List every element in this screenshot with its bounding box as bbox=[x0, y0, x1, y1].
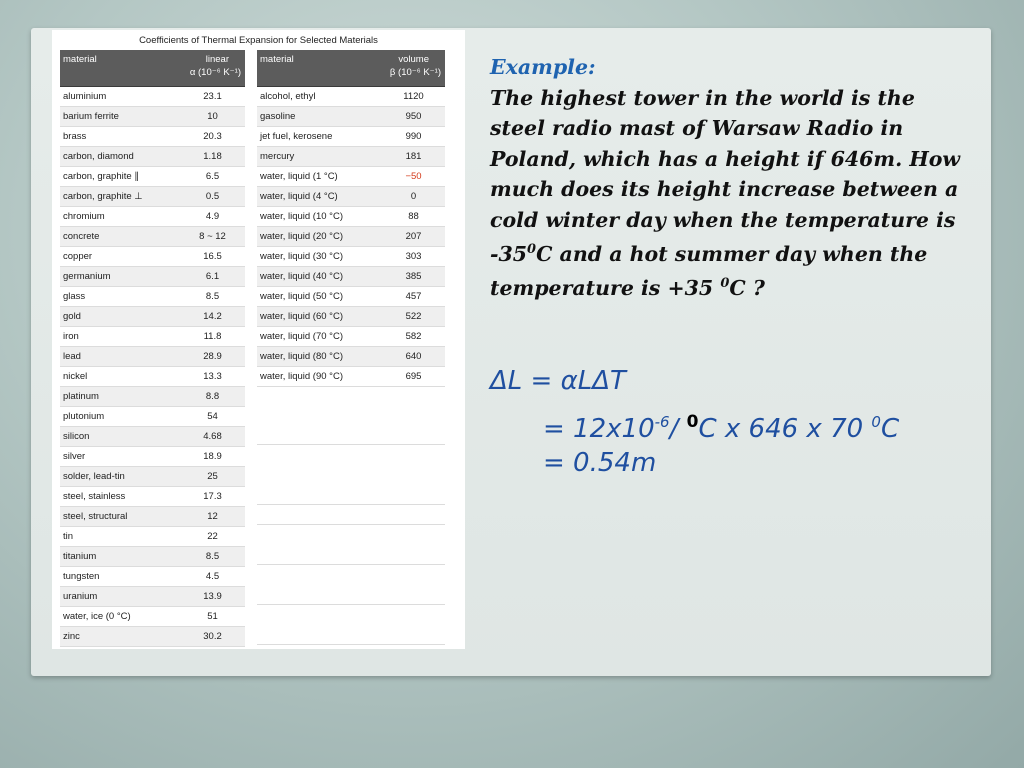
material-name: aluminium bbox=[60, 86, 180, 106]
example-title: Example: bbox=[490, 55, 596, 79]
table-row bbox=[60, 166, 245, 186]
material-name: water, liquid (20 °C) bbox=[257, 226, 382, 246]
table-row bbox=[60, 486, 245, 506]
table-row bbox=[60, 286, 245, 306]
coefficient-value: 17.3 bbox=[180, 486, 245, 506]
volume-expansion-table bbox=[257, 50, 445, 387]
header-volume: volume β (10⁻⁶ K⁻¹) bbox=[382, 50, 445, 86]
table-row bbox=[257, 266, 445, 286]
table-row bbox=[257, 286, 445, 306]
coefficient-value: 303 bbox=[382, 246, 445, 266]
material-name: titanium bbox=[60, 546, 180, 566]
coefficient-value: 950 bbox=[382, 106, 445, 126]
table-row bbox=[60, 506, 245, 526]
coefficient-value: 8.8 bbox=[180, 386, 245, 406]
coefficient-value: 522 bbox=[382, 306, 445, 326]
table-row bbox=[60, 326, 245, 346]
coefficient-value: 23.1 bbox=[180, 86, 245, 106]
coefficient-value: 25 bbox=[180, 466, 245, 486]
formula-line-2: = $12x10^{-6}/$ $^0$C x 646 x 70 $^0$C bbox=[543, 412, 900, 444]
coefficient-value: 30.2 bbox=[180, 626, 245, 646]
table-row bbox=[257, 366, 445, 386]
material-name: iron bbox=[60, 326, 180, 346]
material-name: barium ferrite bbox=[60, 106, 180, 126]
material-name: gold bbox=[60, 306, 180, 326]
coefficient-value: 51 bbox=[180, 606, 245, 626]
table-divider bbox=[257, 564, 445, 565]
table-row bbox=[60, 446, 245, 466]
coefficient-value: 20.3 bbox=[180, 126, 245, 146]
material-name: water, liquid (1 °C) bbox=[257, 166, 382, 186]
table-row bbox=[60, 566, 245, 586]
material-name: steel, structural bbox=[60, 506, 180, 526]
table-row bbox=[257, 206, 445, 226]
table-row bbox=[257, 86, 445, 106]
material-name: water, liquid (50 °C) bbox=[257, 286, 382, 306]
table-row bbox=[60, 146, 245, 166]
material-name: lead bbox=[60, 346, 180, 366]
table-row bbox=[257, 166, 445, 186]
material-name: carbon, graphite ⊥ bbox=[60, 186, 180, 206]
coefficient-value: 11.8 bbox=[180, 326, 245, 346]
table-row bbox=[60, 526, 245, 546]
table-row bbox=[257, 126, 445, 146]
coefficient-value: 582 bbox=[382, 326, 445, 346]
coefficient-value: 14.2 bbox=[180, 306, 245, 326]
material-name: tungsten bbox=[60, 566, 180, 586]
coefficient-value: 1.18 bbox=[180, 146, 245, 166]
coefficient-value: 88 bbox=[382, 206, 445, 226]
table-row bbox=[60, 586, 245, 606]
material-name: water, liquid (40 °C) bbox=[257, 266, 382, 286]
coefficient-value: −50 bbox=[382, 166, 445, 186]
table-row bbox=[257, 346, 445, 366]
coefficient-value: 385 bbox=[382, 266, 445, 286]
table-caption: Coefficients of Thermal Expansion for Selected Materials bbox=[139, 35, 378, 46]
table-row bbox=[257, 306, 445, 326]
material-name: carbon, graphite ∥ bbox=[60, 166, 180, 186]
table-divider bbox=[257, 444, 445, 445]
coefficient-value: 6.1 bbox=[180, 266, 245, 286]
material-name: water, liquid (70 °C) bbox=[257, 326, 382, 346]
table-row bbox=[60, 546, 245, 566]
coefficient-value: 4.9 bbox=[180, 206, 245, 226]
header-material: material bbox=[257, 50, 382, 86]
table-row bbox=[257, 226, 445, 246]
table-row bbox=[257, 106, 445, 126]
table-row bbox=[257, 246, 445, 266]
table-row bbox=[60, 126, 245, 146]
table-row bbox=[60, 366, 245, 386]
coefficient-value: 12 bbox=[180, 506, 245, 526]
table-divider bbox=[257, 644, 445, 645]
coefficient-value: 0 bbox=[382, 186, 445, 206]
material-name: water, liquid (80 °C) bbox=[257, 346, 382, 366]
material-name: concrete bbox=[60, 226, 180, 246]
table-row bbox=[60, 206, 245, 226]
coefficient-value: 1120 bbox=[382, 86, 445, 106]
table-divider bbox=[257, 604, 445, 605]
coefficient-value: 640 bbox=[382, 346, 445, 366]
material-name: nickel bbox=[60, 366, 180, 386]
coefficient-value: 10 bbox=[180, 106, 245, 126]
material-name: silver bbox=[60, 446, 180, 466]
table-row bbox=[60, 186, 245, 206]
coefficient-value: 207 bbox=[382, 226, 445, 246]
material-name: jet fuel, kerosene bbox=[257, 126, 382, 146]
coefficient-value: 16.5 bbox=[180, 246, 245, 266]
table-row bbox=[257, 146, 445, 166]
table-row bbox=[60, 386, 245, 406]
material-name: solder, lead-tin bbox=[60, 466, 180, 486]
table-divider bbox=[257, 524, 445, 525]
table-row bbox=[257, 326, 445, 346]
material-name: zinc bbox=[60, 626, 180, 646]
linear-expansion-table bbox=[60, 50, 245, 647]
coefficient-value: 18.9 bbox=[180, 446, 245, 466]
table-row bbox=[60, 246, 245, 266]
coefficient-value: 22 bbox=[180, 526, 245, 546]
material-name: tin bbox=[60, 526, 180, 546]
material-name: water, liquid (4 °C) bbox=[257, 186, 382, 206]
material-name: mercury bbox=[257, 146, 382, 166]
material-name: uranium bbox=[60, 586, 180, 606]
material-name: platinum bbox=[60, 386, 180, 406]
coefficient-value: 181 bbox=[382, 146, 445, 166]
coefficient-value: 13.9 bbox=[180, 586, 245, 606]
coefficient-value: 990 bbox=[382, 126, 445, 146]
material-name: germanium bbox=[60, 266, 180, 286]
table-row bbox=[60, 226, 245, 246]
material-name: silicon bbox=[60, 426, 180, 446]
material-name: brass bbox=[60, 126, 180, 146]
table-row bbox=[60, 86, 245, 106]
example-text: The highest tower in the world is the steel radio mast of Warsaw Radio in Poland, which has a height if 646m. How much does its height increase between a cold winter day when the temperature is $-35^0C$ and a hot summer day when the temperature is +35 $^0$C ? bbox=[490, 85, 961, 301]
table-row bbox=[60, 626, 245, 646]
material-name: plutonium bbox=[60, 406, 180, 426]
example-problem bbox=[490, 52, 970, 304]
header-material: material bbox=[60, 50, 180, 86]
material-name: water, liquid (10 °C) bbox=[257, 206, 382, 226]
table-row bbox=[60, 346, 245, 366]
coefficient-value: 457 bbox=[382, 286, 445, 306]
table-row bbox=[60, 606, 245, 626]
coefficient-value: 695 bbox=[382, 366, 445, 386]
formula-line-1: ΔL = αLΔT bbox=[490, 366, 626, 396]
table-row bbox=[257, 186, 445, 206]
coefficient-value: 8 ~ 12 bbox=[180, 226, 245, 246]
material-name: water, liquid (60 °C) bbox=[257, 306, 382, 326]
table-row bbox=[60, 406, 245, 426]
thermal-expansion-table bbox=[52, 30, 465, 649]
table-row bbox=[60, 466, 245, 486]
coefficient-value: 54 bbox=[180, 406, 245, 426]
material-name: chromium bbox=[60, 206, 180, 226]
coefficient-value: 4.5 bbox=[180, 566, 245, 586]
coefficient-value: 6.5 bbox=[180, 166, 245, 186]
table-divider bbox=[257, 504, 445, 505]
coefficient-value: 13.3 bbox=[180, 366, 245, 386]
coefficient-value: 8.5 bbox=[180, 546, 245, 566]
material-name: carbon, diamond bbox=[60, 146, 180, 166]
material-name: alcohol, ethyl bbox=[257, 86, 382, 106]
material-name: water, liquid (90 °C) bbox=[257, 366, 382, 386]
coefficient-value: 0.5 bbox=[180, 186, 245, 206]
material-name: water, liquid (30 °C) bbox=[257, 246, 382, 266]
material-name: copper bbox=[60, 246, 180, 266]
table-row bbox=[60, 426, 245, 446]
material-name: gasoline bbox=[257, 106, 382, 126]
table-row bbox=[60, 306, 245, 326]
material-name: water, ice (0 °C) bbox=[60, 606, 180, 626]
formula-line-3: = 0.54m bbox=[543, 448, 657, 478]
header-linear: linear α (10⁻⁶ K⁻¹) bbox=[180, 50, 245, 86]
coefficient-value: 28.9 bbox=[180, 346, 245, 366]
table-row bbox=[60, 106, 245, 126]
coefficient-value: 8.5 bbox=[180, 286, 245, 306]
coefficient-value: 4.68 bbox=[180, 426, 245, 446]
material-name: glass bbox=[60, 286, 180, 306]
material-name: steel, stainless bbox=[60, 486, 180, 506]
table-row bbox=[60, 266, 245, 286]
